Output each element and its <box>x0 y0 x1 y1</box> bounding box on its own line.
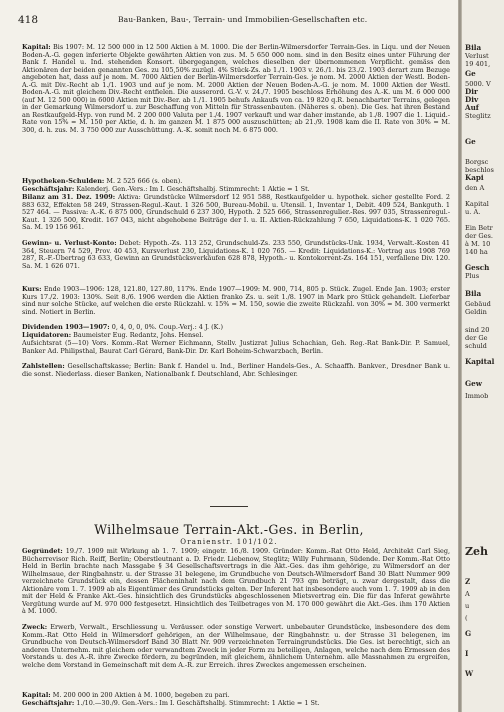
edge-line: 19 401, <box>465 60 491 68</box>
edge-line: Ge <box>465 137 476 146</box>
edge-line: Steglitz <box>465 112 491 120</box>
company-title: Wilhelmsaue Terrain-Akt.-Ges. in Berlin, <box>94 522 364 537</box>
liquidatoren-paragraph: Liquidatoren: Baumeister Eug. Redantz, Johs. Hensel. <box>22 332 204 339</box>
edge-line: Kapital <box>465 357 495 366</box>
section-divider <box>210 506 248 507</box>
bilanz-paragraph: Bilanz am 31. Dez. 1909: Aktiva: Grundstücke Wilmersdorf 12 951 588, Restkaufgelder u. hypothek. sicher gestellte Ford. 2 883 632, Effekten 58 249, Strassen-Regul.-Kaut. 1 326 500, Bureau-Mobil. u. Utensil. 1, Inventar 1, Debit. 409 524, Bankguth. 1 527 464. — Passiva: A.-K. 6 875 000, Grundschuld 6 237 300, Hypoth. 2 525 666, Strassenregulier.-Res. 997 035, Strassenregul.-Kaut. 1 326 500, Kredit. 167 043, nicht abgehobene Beiträge der I. u. II. Aktien-Rückzahlung 7 650, Liquidations-K. 1 020 765. Sa. M. 19 156 961. <box>22 194 450 232</box>
edge-line: den A <box>465 184 485 192</box>
kapital-paragraph: Kapital: Bis 1907: M. 12 500 000 in 12 500 Aktien à M. 1000. Die der Berlin-Wilmersdorfer Terrain-Ges. in Liqu. und der Neuen Boden-A.-G. gegen inferierte Objekte gewährten Aktien von zus. M. 5 650 000 nom. sind in den Besitz eines unter Führung der Bank f. Handel u. Ind. stehenden Konsort. übergegangen, welches dieselben der übernommenen Verpflicht. gemäss den Aktionären der beiden genannten Ges. zu 105,50% zuzügl. 4% Stück-Zs. ab 1./1. 1903 v. 26./1. bis 23./2. 1903 derart zum Bezuge angeboten hat, dass auf je nom. M. 7000 Aktien der Berlin-Wilmersdorfer Terrain-Ges. je nom. M. 2000 Aktien der Westl. Boden-A.-G. mit Div.-Recht ab 1./1. 1903 und auf je nom. M. 2000 Aktien der Neuen Boden-A.-G. je nom. M. 1000 Aktien der Westl. Boden-A.-G. mit gleichem Div.-Recht entfielen. Die ausserord. G.-V. v. 24./7. 1905 beschloss Erhöhung des A.-K. um M. 6 000 000 (auf M. 12 500 000) in 6000 Aktien mit Div.-Ber. ab 1./1. 1905 behufs Ankaufs von ca. 19 820 q.R. benachbarter Terrains, gelegen in der Gemarkung Wilmersdorf u. zur Beschaffung von Mitteln für Strassenbauten. (Näheres s. oben). Die Ges. hat ihren Bestand an Restkaufgeld-Hyp. von rund M. 2 200 000 Valuta per 1./4. 1907 verkauft und war daher imstande, ab 1./8. 1907 die 1. Liquid.-Rate von 15% = M. 150 per Aktie, d. h. im ganzen M. 1 875 000 auszuschütten; ab 21./9. 1908 kam die II. Rate von 30% = M. 300, d. h. zus. M. 3 750 000 zur Ausschüttung. A.-K. somit noch M. 6 875 000. <box>22 44 450 135</box>
edge-line: Auf <box>465 103 479 112</box>
edge-line: G <box>465 629 472 638</box>
edge-line: Bila <box>465 289 482 298</box>
edge-line: u. A. <box>465 208 481 216</box>
edge-line: Dir <box>465 87 478 96</box>
hypotheken-paragraph: Hypotheken-Schulden: M. 2 525 666 (s. oben). <box>22 178 183 185</box>
gewinn-verlust-paragraph: Gewinn- u. Verlust-Konto: Debet: Hypoth.-Zs. 113 252, Grundschuld-Zs. 233 550, Grundstücks-Unk. 1934, Verwalt.-Kosten 41 364, Steuern 74 529, Prov. 40 453, Kursverlust 230, Liquidations-K. 1 020 765. — Kredit: Liquidations-K.: Vortrag aus 1908 769 287, R.-F.-Übertrag 63 633, Gewinn an Grundstücksverkäufen 628 878, Hypoth.- u. Kontokorrent-Zs. 164 151, verfallene Div. 120. Sa. M. 1 626 071. <box>22 240 450 270</box>
edge-line: Plus <box>465 272 480 280</box>
company-address: Oranienstr. 101/102. <box>180 538 278 546</box>
zweck-paragraph: Zweck: Erwerb, Verwalt., Erschliessung u. Veräusser. oder sonstige Verwert. unbebauter Grundstücke, insbesondere des dem Komm.-Rat Otto Held in Wilmersdorf gehörigen, an der Wilhelmsaue, der Ringbahnstr. u. der Strasse 31 belegenen, im Grundbuche von Deutsch-Wilmersdorf Band 30 Blatt Nr. 909 verzeichneten Terraingrundstücks. Die Ges. ist berechtigt, sich an anderen Unternehm. mit gleichem oder verwandtem Zweck in jeder Form zu beteiligen, Anlagen, welche nach dem Ermessen des Vorstands u. des A.-R. ihre Zwecke fördern, zu begründen, mit gleichem, ähnlichem Unternehm. alle Massnahmen zu ergreifen, welche dem Vorstand in Gemeinschaft mit dem A.-R. zur Erreich. ihres Zweckes angemessen erscheinen. <box>22 624 450 669</box>
edge-line: Bila <box>465 43 482 52</box>
kapital-paragraph-2: Kapital: M. 200 000 in 200 Aktien à M. 1000, begeben zu pari. <box>22 692 230 699</box>
edge-line: Div <box>465 95 479 104</box>
running-head: Bau-Banken, Bau-, Terrain- und Immobilien-Gesellschaften etc. <box>118 15 368 24</box>
edge-line: Gew <box>465 379 482 388</box>
edge-line: à M. 10 <box>465 240 491 248</box>
geschaeftsjahr-paragraph-2: Geschäftsjahr: 1./10.—30./9. Gen.-Vers.: Im I. Geschäftshalbj. Stimmrecht: 1 Aktie = 1 St. <box>22 700 320 707</box>
edge-line: Immob <box>465 392 489 400</box>
edge-line: Geldin <box>465 308 487 316</box>
gegruendet-paragraph: Gegründet: 19./7. 1909 mit Wirkung ab 1. 7. 1909; eingetr. 16./8. 1909. Gründer: Komm.-Rat Otto Held, Architekt Carl Sieg, Bücherrevisor Rich. Reiff, Berlin; Oberstleutnant a. D. Friedr. Liebenow, Steglitz; Willy Fuhrmann, Südende. Der Komm.-Rat Otto Held in Berlin brachte nach Massgabe § 34 Gesellschaftsvertrags in die Akt.-Ges. das ihm gehörige, zu Wilmersdorf an der Wilhelmsaue, der Ringbahnstr. u. der Strasse 31 belegene, im Grundbuche von Deutsch-Wilmersdorf Band 30 Blatt Nummer 909 verzeichnete Grundstück ein, dessen Flächeninhalt nach dem Grundbuch 21 793 qm beträgt, u. zwar dergestalt, dass die Aktionäre vom 1. 7. 1909 ab als Eigentümer des Grundstücks gelten. Der Inferent hat insbesondere auch vom 1. 7. 1909 ab in den mit der Held & Franke Akt.-Ges. hinsichtlich des Grundstücks abgeschlossenen Mietsvertrag ein. Die für das Inferat gewährte Vergütung wurde auf M. 970 000 festgesetzt. Hinsichtlich des Teilbetrages von M. 170 000 gewährt die Akt.-Ges. ihm 170 Aktien à M. 1000. <box>22 548 450 616</box>
page-number: 418 <box>18 14 39 26</box>
kurs-paragraph: Kurs: Ende 1903—1906: 128, 121.80, 127.80, 117%. Ende 1907—1909: M. 900, 714, 805 p. Stück. Zugel. Ende Jan. 1903; erster Kurs 17./2. 1903: 130%. Seit 8./6. 1906 werden die Aktien franko Zs. u. seit 1./8. 1907 in Mark pro Stück gehandelt. Lieferbar sind nur solche Stücke, auf welchen die erste Rückzahl. v. 15% = M. 150, sowie die zweite Rückzahl. von 30% = M. 300 vermerkt sind. Notiert in Berlin. <box>22 286 450 316</box>
aufsichtsrat-paragraph: Aufsichtsrat (5—10) Vors. Komm.-Rat Werner Eichmann, Stellv. Justizrat Julius Schachian, Geh. Reg.-Rat Bank-Dir. P. Samuel, Banker Ad. Philipsthal, Baurat Carl Gérard, Bank-Dir. Dr. Karl Boheim-Schwarzbach, Berlin. <box>22 340 450 355</box>
zahlstellen-paragraph: Zahlstellen: Gesellschaftskasse; Berlin: Bank f. Handel u. Ind., Berliner Handels-Ges., A. Schaaffh. Bankver., Dresdner Bank u. die sonst. Niederlass. dieser Banken, Nationalbank f. Deutschland, Abr. Schlesinger. <box>22 363 450 378</box>
edge-line: beschlos <box>465 166 494 174</box>
edge-line: Verlust <box>465 52 489 60</box>
edge-line: Borgsc <box>465 158 489 166</box>
edge-line: 140 ha <box>465 248 488 256</box>
edge-line: Zeh <box>465 545 489 558</box>
edge-line: W <box>465 669 474 678</box>
edge-line: u <box>465 602 470 610</box>
edge-line: schuld <box>465 342 487 350</box>
edge-line: Kapital <box>465 200 489 208</box>
edge-line: Gesch <box>465 263 490 272</box>
page-header <box>18 14 448 26</box>
edge-line: Ein Betr <box>465 224 493 232</box>
edge-line: Kapi <box>465 173 484 182</box>
adjacent-page-edge <box>462 0 504 712</box>
edge-line: Z <box>465 577 471 586</box>
edge-line: I <box>465 649 469 658</box>
edge-line: der Ge <box>465 334 488 342</box>
edge-line: 5000. V <box>465 80 491 88</box>
edge-line: sind 20 <box>465 326 490 334</box>
edge-line: ( <box>465 614 468 622</box>
edge-line: der Ges. <box>465 232 494 240</box>
geschaeftsjahr-paragraph: Geschäftsjahr: Kalenderj. Gen.-Vers.: Im I. Geschäftshalbj. Stimmrecht: 1 Aktie = 1 St. <box>22 186 310 193</box>
edge-line: Gebäud <box>465 300 491 308</box>
dividenden-paragraph: Dividenden 1903—1907: 0, 4, 0, 0, 0%. Coup.-Verj.: 4 J. (K.) <box>22 324 223 331</box>
edge-line: Ge <box>465 69 476 78</box>
edge-line: A <box>465 590 470 598</box>
